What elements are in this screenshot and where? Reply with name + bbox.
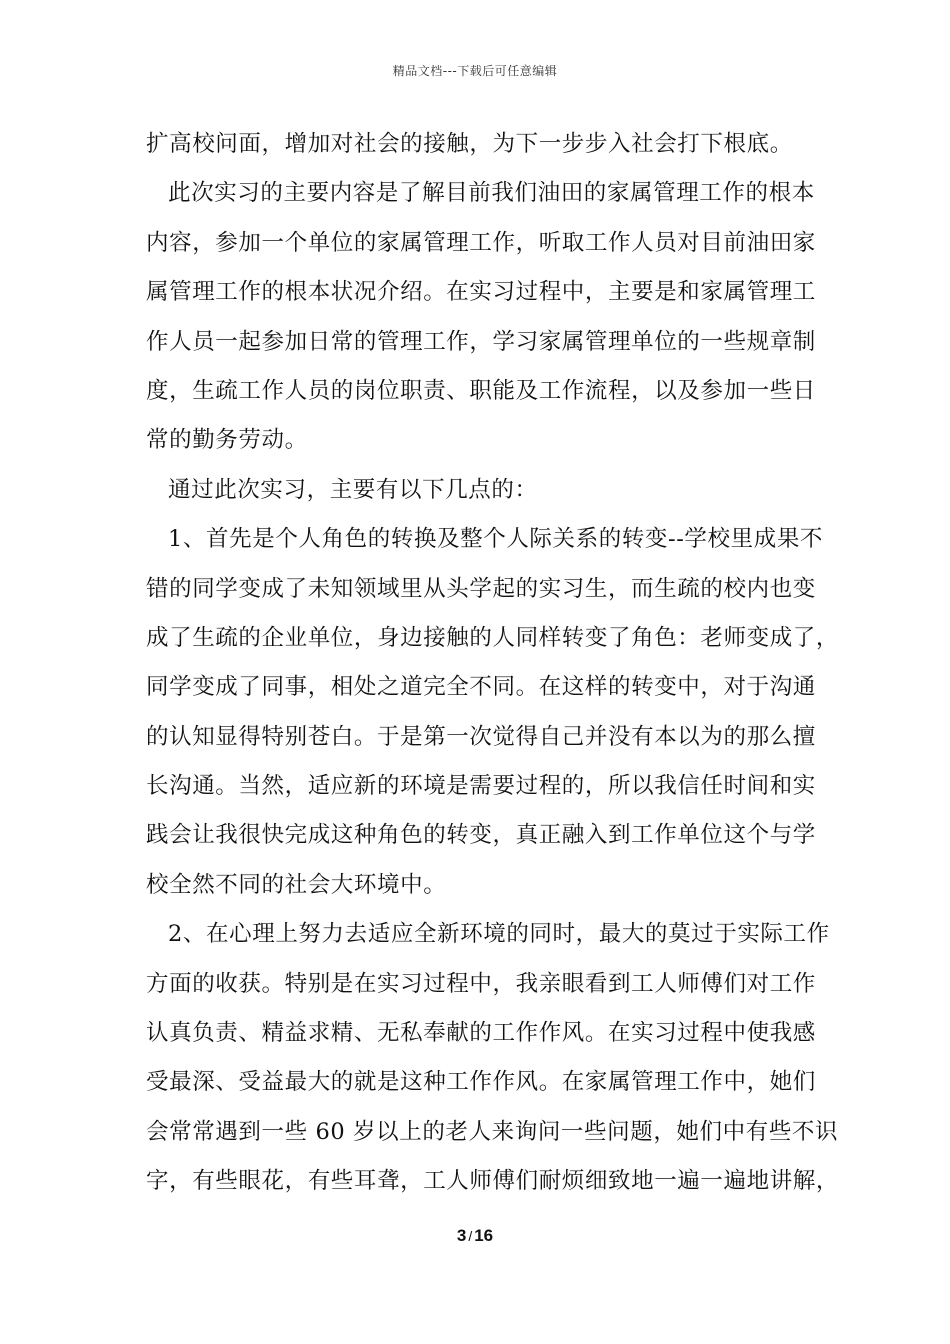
text-line: 践会让我很快完成这种角色的转变，真正融入到工作单位这个与学 bbox=[146, 822, 816, 849]
text-line: 认真负责、精益求精、无私奉献的工作作风。在实习过程中使我感 bbox=[146, 1020, 816, 1047]
paragraph-first-line: 通过此次实习，主要有以下几点的： bbox=[168, 476, 538, 503]
document-body bbox=[146, 120, 840, 1207]
paragraph-first-line: 2、在心理上努力去适应全新环境的同时，最大的莫过于实际工作 bbox=[168, 921, 830, 948]
text-line: 校全然不同的社会大环境中。 bbox=[146, 871, 447, 898]
paragraph-first-line: 1、首先是个人角色的转换及整个人际关系的转变--学校里成果不 bbox=[168, 526, 824, 553]
text-line: 常的勤务劳动。 bbox=[146, 427, 308, 454]
text-line: 度，生疏工作人员的岗位职责、职能及工作流程，以及参加一些日 bbox=[146, 377, 816, 404]
text-line: 扩高校问面，增加对社会的接触，为下一步步入社会打下根底。 bbox=[146, 131, 793, 157]
text-line: 同学变成了同事，相处之道完全不同。在这样的转变中，对于沟通 bbox=[146, 674, 816, 701]
text-line: 方面的收获。特别是在实习过程中，我亲眼看到工人师傅们对工作 bbox=[146, 970, 816, 997]
text-line: 长沟通。当然，适应新的环境是需要过程的，所以我信任时间和实 bbox=[146, 773, 816, 800]
text-line: 作人员一起参加日常的管理工作，学习家属管理单位的一些规章制 bbox=[146, 328, 816, 355]
text-line: 属管理工作的根本状况介绍。在实习过程中，主要是和家属管理工 bbox=[146, 279, 816, 306]
text-line: 字，有些眼花，有些耳聋，工人师傅们耐烦细致地一遍一遍地讲解， bbox=[146, 1168, 840, 1195]
paragraph-first-line: 此次实习的主要内容是了解目前我们油田的家属管理工作的根本 bbox=[168, 180, 815, 207]
total-page-count: 16 bbox=[474, 1226, 494, 1245]
text-line: 会常常遇到一些 60 岁以上的老人来询问一些问题，她们中有些不识 bbox=[146, 1118, 839, 1145]
page-number bbox=[0, 1226, 950, 1246]
page-separator: / bbox=[468, 1228, 473, 1244]
text-line: 错的同学变成了未知领域里从头学起的实习生，而生疏的校内也变 bbox=[146, 575, 816, 602]
text-line: 成了生疏的企业单位，身边接触的人同样转变了角色：老师变成了， bbox=[146, 624, 840, 651]
page-header: 精品文档---下载后可任意编辑 bbox=[392, 64, 558, 78]
text-line: 内容，参加一个单位的家属管理工作，听取工作人员对目前油田家 bbox=[146, 229, 816, 256]
current-page-number: 3 bbox=[456, 1226, 467, 1245]
text-line: 的认知显得特别苍白。于是第一次觉得自己并没有本以为的那么擅 bbox=[146, 723, 816, 750]
text-line: 受最深、受益最大的就是这种工作作风。在家属管理工作中，她们 bbox=[146, 1069, 816, 1096]
